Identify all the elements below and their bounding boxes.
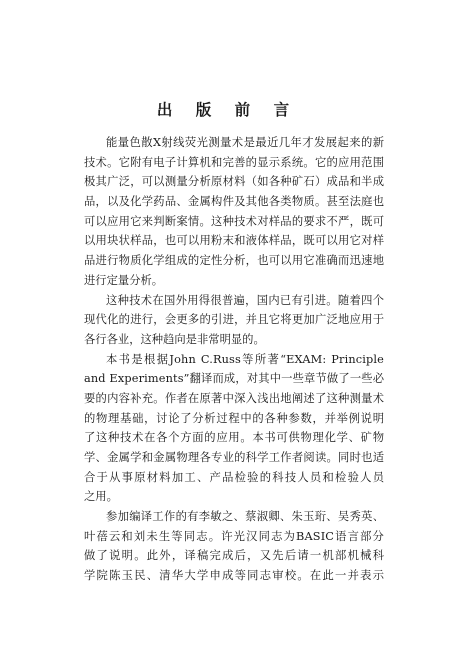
text-line: 要的内容补充。作者在原著中深入浅出地阐述了这种测量术 — [84, 391, 384, 405]
text-line: 品，以及化学药品、金属构件及其他各类物质。甚至法庭也 — [84, 195, 384, 209]
text-line: and Experiments”翻译而成，对其中一些章节做了一些必 — [84, 372, 384, 386]
text-line: 之用。 — [84, 490, 118, 504]
text-line: 学、金属学和金属物理各专业的科学工作者阅读。同时也适 — [84, 451, 384, 464]
text-line: 学院陈玉民、清华大学申成等同志审校。在此一并表示 — [84, 569, 384, 583]
text-line: 参加编译工作的有李敏之、蔡淑卿、朱玉珩、吴秀英、 — [106, 510, 384, 524]
page-title: 出 版 前 言 — [156, 101, 299, 119]
preface-body — [84, 133, 384, 586]
text-line: 技术。它附有电子计算机和完善的显示系统。它的应用范围 — [84, 155, 384, 169]
paragraph-adoption — [84, 291, 384, 350]
text-line: 了这种技术在各个方面的应用。本书可供物理化学、矿物 — [84, 431, 384, 445]
text-line: 进行定量分析。 — [84, 273, 164, 287]
paragraph-acknowledgements — [84, 507, 384, 586]
text-line: 这种技术在国外用得很普遍，国内已有引进。随着四个 — [106, 293, 384, 307]
text-line: 可以应用它来判断案情。这种技术对样品的要求不严，既可 — [84, 214, 384, 228]
text-line: 做了说明。此外，译稿完成后，又先后请一机部机械科 — [84, 549, 384, 563]
text-line: 合于从事原材料加工、产品检验的科技人员和检验人员 — [84, 470, 384, 484]
text-line: 能量色散X射线荧光测量术是最近几年才发展起来的新 — [106, 136, 384, 149]
paragraph-intro — [84, 133, 384, 291]
text-line: 极其广泛，可以测量分析原材料（如各种矿石）成品和半成 — [84, 175, 384, 189]
text-line: 以用块状样品，也可以用粉末和液体样品，既可以用它对样 — [84, 234, 384, 248]
text-line: 的物理基础，讨论了分析过程中的各种参数，并举例说明 — [84, 411, 384, 425]
text-line: 各行各业，这种趋向是非常明显的。 — [84, 332, 265, 346]
text-line: 叶蓓云和刘未生等同志。许光汉同志为BASIC语言部分 — [84, 529, 384, 543]
paragraph-translation — [84, 350, 384, 508]
text-line: 品进行物质化学组成的定性分析，也可以用它准确而迅速地 — [84, 254, 384, 268]
text-line: 现代化的进行，会更多的引进，并且它将更加广泛地应用于 — [84, 313, 384, 327]
text-line: 本书是根据John C.Russ等所著“EXAM: Principle — [106, 352, 384, 366]
